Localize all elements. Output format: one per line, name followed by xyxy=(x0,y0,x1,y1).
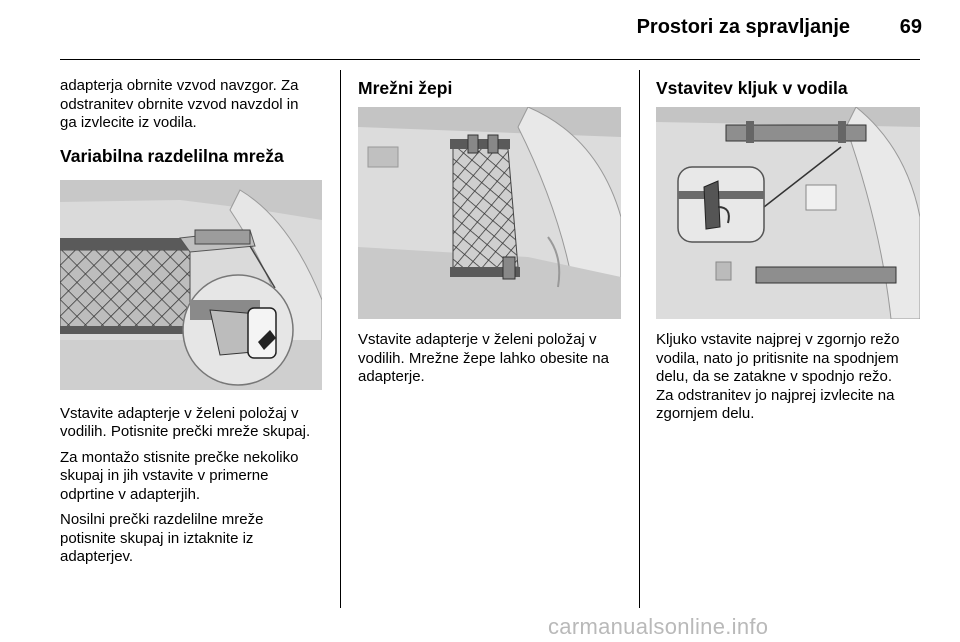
column-2 xyxy=(358,77,630,394)
column-1 xyxy=(60,77,330,574)
text-line: Vstavite adapterje v želeni položaj v xyxy=(60,404,299,422)
net-pocket-illustration xyxy=(358,107,621,319)
text-line: adapterjev. xyxy=(60,548,134,565)
text-line: zgornjem delu. xyxy=(656,405,755,422)
page-title: Prostori za spravljanje xyxy=(636,16,850,38)
header-rule xyxy=(60,59,920,60)
text-line: potisnite skupaj in iztaknite iz xyxy=(60,529,254,547)
section-heading-razdelilna-mreza: Variabilna razdelilna mreža xyxy=(60,145,284,166)
caption-adapters xyxy=(60,405,330,442)
page-number: 69 xyxy=(899,16,922,38)
text-line: vodilih. Mrežne žepe lahko obesite na xyxy=(358,349,609,367)
text-line: odstranitev obrnite vzvod navzdol in xyxy=(60,95,299,113)
text-line: delu, da se zatakne v spodnjo režo. xyxy=(656,368,892,385)
section-heading-kljuke: Vstavitev kljuk v vodila xyxy=(656,78,848,98)
text-line: adapterja obrnite vzvod navzgor. Za xyxy=(60,77,299,94)
text-line: odprtine v adapterjih. xyxy=(60,485,201,503)
text-line: vodila, nato jo pritisnite na spodnjem xyxy=(656,349,899,367)
text-line: vodilih. Potisnite prečki mreže skupaj. xyxy=(60,423,311,440)
text-line: adapterje. xyxy=(358,368,425,385)
text-line: Nosilni prečki razdelilne mreže xyxy=(60,511,264,528)
watermark: carmanualsonline.info xyxy=(548,614,769,639)
column-divider-1 xyxy=(340,70,341,608)
text-line: skupaj in jih vstavite v primerne xyxy=(60,467,269,484)
caption-mounting xyxy=(60,449,330,505)
intro-paragraph xyxy=(60,77,330,133)
text-line: Za odstranitev jo najprej izvlecite na xyxy=(656,386,895,404)
text-line: Kljuko vstavite najprej v zgornjo režo xyxy=(656,331,900,348)
text-line: Za montažo stisnite prečke nekoliko xyxy=(60,448,299,466)
section-heading-mrezni-zepi: Mrežni žepi xyxy=(358,78,453,98)
cargo-net-illustration xyxy=(60,180,322,390)
hook-illustration xyxy=(656,107,920,319)
column-3 xyxy=(656,77,928,431)
caption-net-pockets xyxy=(358,331,630,387)
text-line: Vstavite adapterje v želeni položaj v xyxy=(358,331,597,348)
text-line: ga izvlecite iz vodila. xyxy=(60,114,197,131)
caption-removal xyxy=(60,511,330,567)
caption-hooks xyxy=(656,331,928,424)
column-divider-2 xyxy=(639,70,640,608)
